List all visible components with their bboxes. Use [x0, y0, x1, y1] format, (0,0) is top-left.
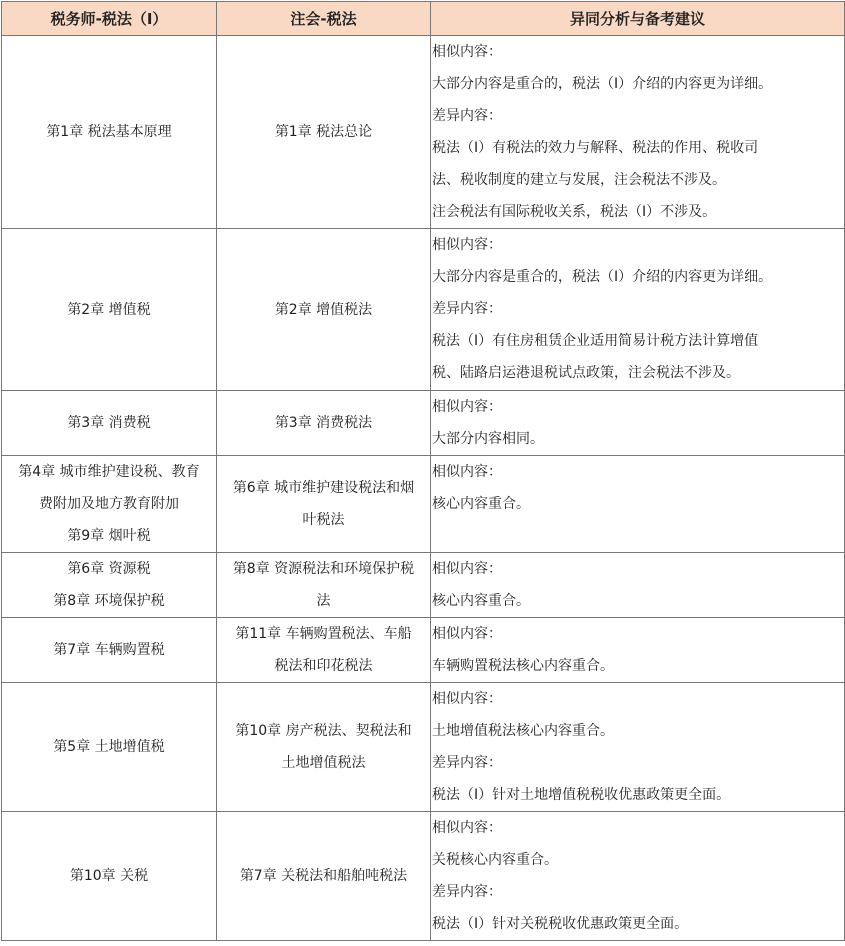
- cell-analysis-line: 相似内容：: [432, 691, 502, 707]
- table-row: [2, 36, 845, 229]
- cell-analysis-line: 大部分内容是重合的，税法（Ⅰ）介绍的内容更为详细。: [432, 269, 773, 285]
- cell-tax-advisor-chapter-line: 费附加及地方教育附加: [39, 496, 179, 512]
- cell-analysis-line: 税法（Ⅰ）针对土地增值税税收优惠政策更全面。: [432, 787, 731, 803]
- cell-tax-advisor-chapter-line: 第9章 烟叶税: [67, 528, 151, 544]
- table-row: [2, 391, 845, 456]
- cell-analysis-line: 相似内容：: [432, 44, 502, 60]
- cell-analysis-line: 税法（Ⅰ）针对关税税收优惠政策更全面。: [432, 916, 689, 932]
- cell-cpa-chapter: [217, 812, 431, 941]
- cell-cpa-chapter-line: 税法和印花税法: [274, 658, 373, 674]
- cell-cpa-chapter-line: 第7章 关税法和船舶吨税法: [239, 868, 408, 884]
- cell-analysis-line: 相似内容：: [432, 399, 502, 415]
- header-row: [2, 2, 845, 36]
- cell-cpa-chapter: [217, 36, 431, 229]
- cell-analysis-line: 车辆购置税法核心内容重合。: [432, 658, 614, 674]
- comparison-table: [1, 1, 845, 941]
- cell-analysis-line: 关税核心内容重合。: [432, 852, 558, 868]
- cell-tax-advisor-chapter-line: 第5章 土地增值税: [53, 739, 165, 755]
- cell-analysis-line: 相似内容：: [432, 820, 502, 836]
- cell-cpa-chapter-line: 第3章 消费税法: [274, 415, 373, 431]
- table-row: [2, 618, 845, 683]
- cell-analysis: [431, 553, 845, 618]
- cell-cpa-chapter: [217, 456, 431, 553]
- cell-tax-advisor-chapter: [2, 36, 217, 229]
- cell-analysis-line: 大部分内容是重合的，税法（Ⅰ）介绍的内容更为详细。: [432, 76, 773, 92]
- cell-tax-advisor-chapter-line: 第1章 税法基本原理: [46, 124, 172, 140]
- cell-analysis-line: 核心内容重合。: [432, 496, 530, 512]
- cell-cpa-chapter-line: 叶税法: [302, 512, 345, 528]
- cell-analysis-line: 差异内容：: [432, 301, 502, 317]
- cell-analysis: [431, 229, 845, 391]
- header-tax-advisor: 税务师-税法（Ⅰ）: [2, 2, 217, 36]
- cell-tax-advisor-chapter-line: 第3章 消费税: [67, 415, 151, 431]
- cell-analysis: [431, 683, 845, 812]
- cell-analysis: [431, 391, 845, 456]
- cell-tax-advisor-chapter: [2, 456, 217, 553]
- table-row: [2, 456, 845, 553]
- cell-analysis-line: 税、陆路启运港退税试点政策，注会税法不涉及。: [432, 365, 740, 381]
- cell-analysis-line: 相似内容：: [432, 237, 502, 253]
- cell-analysis-line: 差异内容：: [432, 884, 502, 900]
- header-analysis: 异同分析与备考建议: [431, 2, 845, 36]
- cell-analysis-line: 税法（Ⅰ）有住房租赁企业适用简易计税方法计算增值: [432, 333, 759, 349]
- cell-tax-advisor-chapter: [2, 391, 217, 456]
- cell-tax-advisor-chapter-line: 第4章 城市维护建设税、教育: [18, 464, 200, 480]
- cell-tax-advisor-chapter: [2, 618, 217, 683]
- cell-analysis: [431, 812, 845, 941]
- cell-analysis: [431, 36, 845, 229]
- header-cpa: 注会-税法: [217, 2, 431, 36]
- cell-analysis-line: 注会税法有国际税收关系，税法（Ⅰ）不涉及。: [432, 204, 717, 220]
- cell-analysis-line: 相似内容：: [432, 464, 502, 480]
- cell-cpa-chapter: [217, 229, 431, 391]
- cell-cpa-chapter: [217, 391, 431, 456]
- cell-cpa-chapter-line: 第2章 增值税法: [274, 301, 373, 318]
- cell-analysis-line: 土地增值税法核心内容重合。: [432, 723, 614, 739]
- cell-cpa-chapter-line: 法: [316, 593, 331, 609]
- cell-cpa-chapter-line: 第8章 资源税法和环境保护税: [232, 561, 415, 577]
- cell-tax-advisor-chapter-line: 第6章 资源税: [67, 561, 151, 577]
- cell-tax-advisor-chapter: [2, 683, 217, 812]
- cell-analysis-line: 核心内容重合。: [432, 593, 530, 609]
- cell-tax-advisor-chapter: [2, 812, 217, 941]
- cell-cpa-chapter: [217, 553, 431, 618]
- cell-analysis-line: 法、税收制度的建立与发展，注会税法不涉及。: [432, 172, 726, 188]
- cell-tax-advisor-chapter-line: 第8章 环境保护税: [53, 593, 165, 609]
- cell-tax-advisor-chapter: [2, 553, 217, 618]
- cell-tax-advisor-chapter-line: 第10章 关税: [69, 868, 149, 884]
- table-row: [2, 229, 845, 391]
- cell-cpa-chapter-line: 土地增值税法: [281, 755, 366, 771]
- cell-analysis: [431, 618, 845, 683]
- cell-analysis-line: 相似内容：: [432, 626, 502, 642]
- table-row: [2, 553, 845, 618]
- cell-tax-advisor-chapter-line: 第2章 增值税: [67, 301, 151, 318]
- cell-tax-advisor-chapter: [2, 229, 217, 391]
- cell-analysis-line: 相似内容：: [432, 561, 502, 577]
- cell-cpa-chapter: [217, 618, 431, 683]
- cell-analysis-line: 差异内容：: [432, 108, 502, 124]
- cell-analysis-line: 税法（Ⅰ）有税法的效力与解释、税法的作用、税收司: [432, 140, 759, 156]
- cell-cpa-chapter-line: 第1章 税法总论: [274, 124, 373, 140]
- cell-cpa-chapter-line: 第10章 房产税法、契税法和: [235, 723, 412, 739]
- cell-analysis-line: 差异内容：: [432, 755, 502, 771]
- cell-cpa-chapter-line: 第11章 车辆购置税法、车船: [235, 626, 412, 642]
- table-row: [2, 683, 845, 812]
- cell-cpa-chapter: [217, 683, 431, 812]
- cell-cpa-chapter-line: 第6章 城市维护建设税法和烟: [232, 480, 415, 496]
- cell-analysis: [431, 456, 845, 553]
- cell-tax-advisor-chapter-line: 第7章 车辆购置税: [53, 642, 165, 658]
- table-row: [2, 812, 845, 941]
- cell-analysis-line: 大部分内容相同。: [432, 431, 544, 447]
